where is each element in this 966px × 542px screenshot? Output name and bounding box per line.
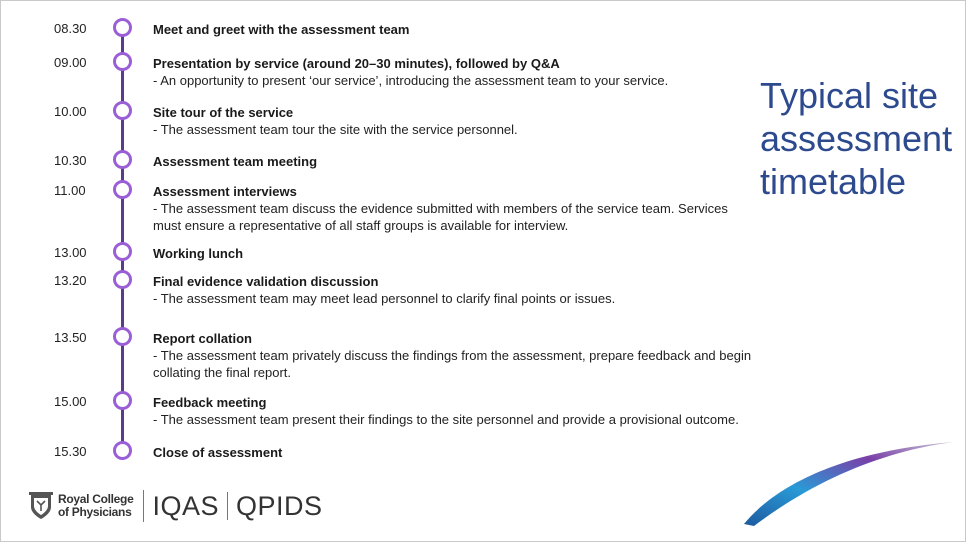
item-description: - The assessment team tour the site with the service personnel. [153,122,518,137]
item-time: 10.30 [54,153,87,168]
item-content [153,55,773,89]
timeline-line [121,27,124,451]
item-content [153,21,773,38]
timeline-node-icon [113,270,132,289]
timeline-node-icon [113,242,132,261]
timeline-node-icon [113,441,132,460]
org-name [58,493,133,519]
item-content [153,394,773,428]
swoosh-decoration-icon [740,436,960,528]
item-time: 15.30 [54,444,87,459]
item-description: - The assessment team discuss the evidence submitted with members of the service team. Services [153,201,728,216]
item-description: must ensure a representative of all staff groups is available for interview. [153,218,569,233]
item-description: - The assessment team present their findings to the site personnel and provide a provisional outcome. [153,412,739,427]
item-description: - The assessment team may meet lead personnel to clarify final points or issues. [153,291,616,306]
timeline-node-icon [113,391,132,410]
item-time: 09.00 [54,55,87,70]
timeline-node-icon [113,52,132,71]
footer-logo [28,488,323,524]
timeline-node-icon [113,150,132,169]
item-content [153,183,773,234]
side-title-line: Typical site [760,75,939,116]
item-content [153,273,773,307]
item-title: Site tour of the service [153,105,294,120]
crest-icon [28,491,54,521]
item-description: collating the final report. [153,365,292,380]
side-title-line: assessment [760,118,953,159]
divider [143,490,144,522]
item-title: Meet and greet with the assessment team [153,22,410,37]
item-time: 13.20 [54,273,87,288]
item-title: Report collation [153,331,252,346]
item-time: 13.50 [54,330,87,345]
item-title: Assessment team meeting [153,154,318,169]
item-title: Close of assessment [153,445,283,460]
timeline-node-icon [113,180,132,199]
brand-iqas: IQAS [152,490,219,521]
timeline-node-icon [113,101,132,120]
item-content [153,444,773,461]
brand-qpids: QPIDS [236,490,323,521]
item-time: 13.00 [54,245,87,260]
org-name-line: of Physicians [58,505,132,519]
item-content [153,104,773,138]
item-time: 11.00 [54,183,86,198]
item-time: 08.30 [54,21,87,36]
item-title: Assessment interviews [153,184,297,199]
item-content [153,153,773,170]
timeline-node-icon [113,327,132,346]
item-title: Working lunch [153,246,244,261]
item-description: - The assessment team privately discuss the findings from the assessment, prepare feedback and begin [153,348,752,363]
item-time: 10.00 [54,104,87,119]
item-title: Presentation by service (around 20–30 minutes), followed by Q&A [153,56,560,71]
divider [227,492,228,520]
side-title [760,74,960,203]
item-title: Feedback meeting [153,395,267,410]
item-title: Final evidence validation discussion [153,274,379,289]
item-content [153,245,773,262]
item-description: - An opportunity to present ‘our service’, introducing the assessment team to your service. [153,73,669,88]
side-title-line: timetable [760,161,907,202]
org-name-line: Royal College [58,492,134,506]
timeline-node-icon [113,18,132,37]
item-time: 15.00 [54,394,87,409]
item-content [153,330,773,381]
